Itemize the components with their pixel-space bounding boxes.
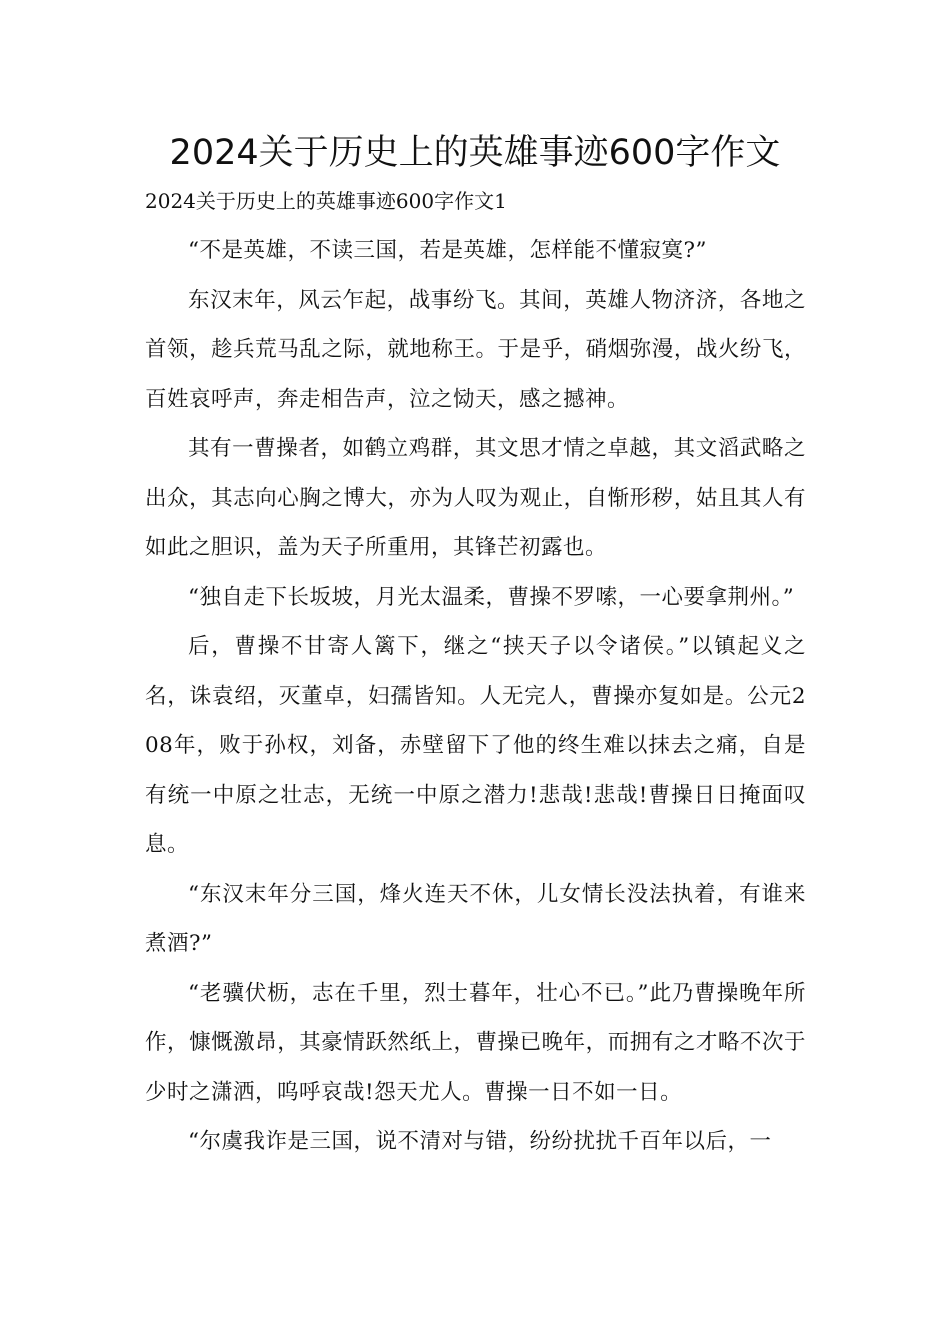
paragraph-4: “独自走下长坂坡，月光太温柔，曹操不罗嗦，一心要拿荆州。” [188,584,795,610]
page-title: 2024关于历史上的英雄事迹600字作文 [169,133,781,173]
section-heading: 2024关于历史上的英雄事迹600字作文1 [145,189,507,213]
paragraph-6: “东汉末年分三国，烽火连天不休，儿女情长没法执着，有谁来煮酒?” [145,881,806,956]
paragraph-3: 其有一曹操者，如鹤立鸡群，其文思才情之卓越，其文滔武略之出众，其志向心胸之博大，亦为人叹为观止，自惭形秽，姑且其人有如此之胆识，盖为天子所重用，其锋芒初露也。 [145,436,806,560]
paragraph-1: “不是英雄，不读三国，若是英雄，怎样能不懂寂寞?” [188,238,708,263]
paragraph-8: “尔虞我诈是三国，说不清对与错，纷纷扰扰千百年以后，一 [188,1129,772,1154]
paragraph-2: 东汉末年，风云乍起，战事纷飞。其间，英雄人物济济，各地之首领，趁兵荒马乱之际，就地称王。于是乎，硝烟弥漫，战火纷飞，百姓哀呼声，奔走相告声，泣之恸天，感之撼神。 [145,287,806,412]
paragraph-7: “老骥伏枥，志在千里，烈士暮年，壮心不已。”此乃曹操晚年所作，慷慨激昂，其豪情跃然纸上，曹操已晚年，而拥有之才略不次于少时之潇洒，呜呼哀哉!怨天尤人。曹操一日不如一日。 [145,980,806,1105]
paragraph-5: 后，曹操不甘寄人篱下，继之“挟天子以令诸侯。”以镇起义之名，诛袁绍，灭董卓，妇孺皆知。人无完人，曹操亦复如是。公元208年，败于孙权，刘备，赤壁留下了他的终生难以抹去之痛，自是有统一中原之壮志，无统一中原之潜力!悲哉!悲哉!曹操日日掩面叹息。 [145,634,806,857]
essay-body [145,226,806,1167]
